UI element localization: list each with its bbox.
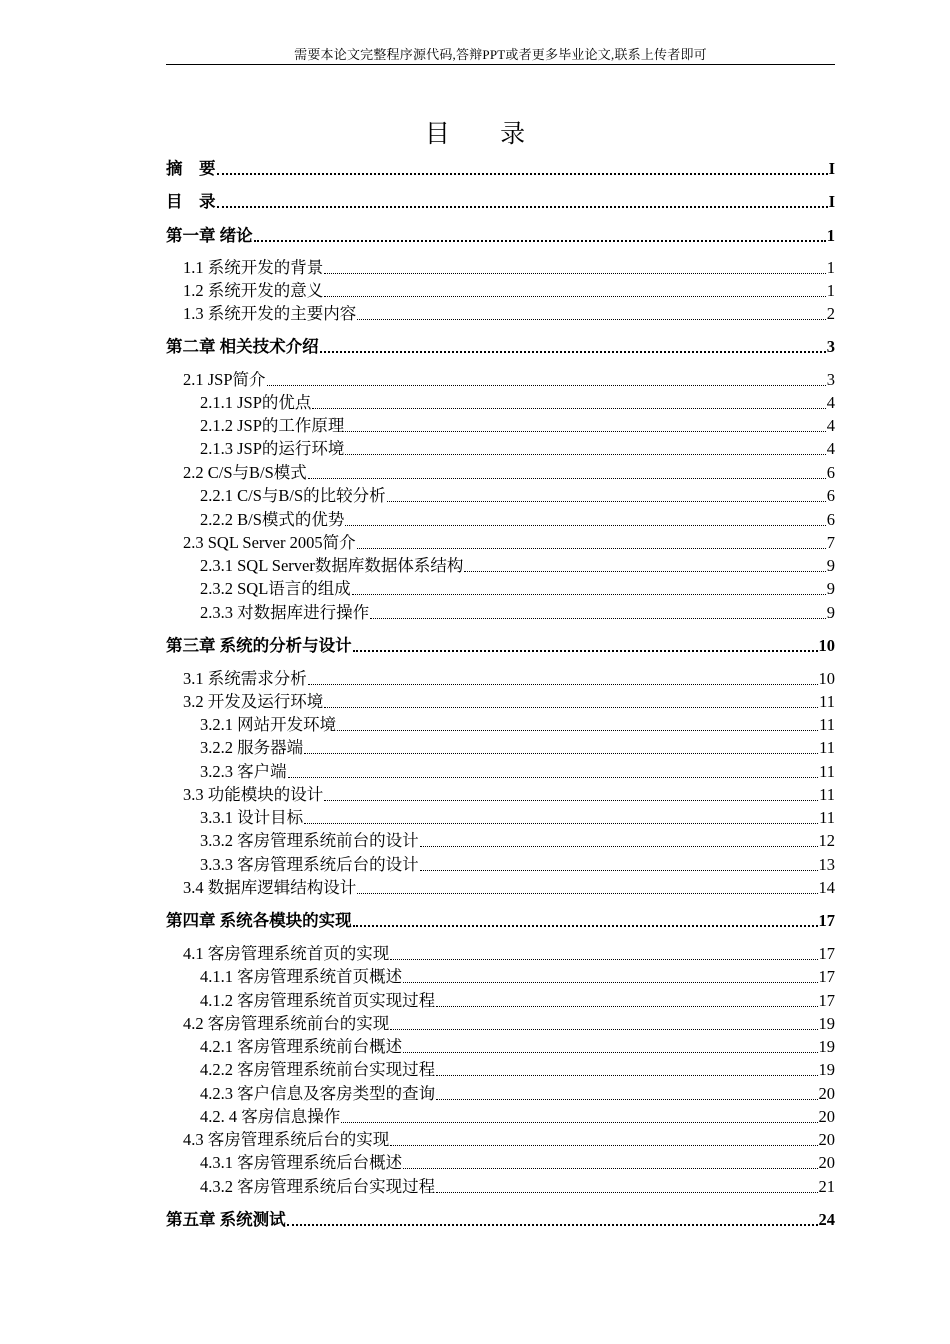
dot-leader xyxy=(304,823,818,824)
toc-entry[interactable] xyxy=(166,688,835,712)
toc-entry-label: 1.2 系统开发的意义 xyxy=(183,281,324,300)
toc-entry-label: 4.2.2 客房管理系统前台实现过程 xyxy=(200,1060,436,1079)
toc-entry-page-number: 9 xyxy=(826,556,835,575)
header-rule xyxy=(166,64,835,65)
toc-entry[interactable] xyxy=(166,781,835,805)
toc-entry[interactable] xyxy=(166,412,835,436)
toc-entry-page-number: 1 xyxy=(826,281,835,300)
dot-leader xyxy=(357,548,826,549)
dot-leader xyxy=(390,1145,817,1146)
toc-entry-page-number: 11 xyxy=(819,692,835,711)
toc-entry-label: 3.3.1 设计目标 xyxy=(200,808,304,827)
dot-leader xyxy=(324,800,818,801)
dot-leader xyxy=(337,730,818,731)
toc-entry-label: 2.3.1 SQL Server数据库数据体系结构 xyxy=(200,556,464,575)
toc-entry[interactable] xyxy=(166,874,835,898)
toc-entry-label: 第三章 系统的分析与设计 xyxy=(166,636,352,655)
toc-entry[interactable] xyxy=(166,300,835,324)
toc-entry-label: 2.2.2 B/S模式的优势 xyxy=(200,510,345,529)
toc-entry[interactable] xyxy=(166,506,835,530)
toc-entry-page-number: 11 xyxy=(819,808,835,827)
toc-entry-page-number: 4 xyxy=(826,393,835,412)
toc-entry[interactable] xyxy=(166,552,835,576)
toc-entry[interactable] xyxy=(166,1149,835,1173)
toc-entry[interactable] xyxy=(166,827,835,851)
toc-entry-label: 4.2.3 客户信息及客房类型的查询 xyxy=(200,1084,436,1103)
toc-entry[interactable] xyxy=(166,333,835,357)
toc-entry-page-number: 20 xyxy=(818,1107,835,1126)
toc-entry-label: 4.1.1 客房管理系统首页概述 xyxy=(200,967,403,986)
dot-leader xyxy=(353,650,818,652)
toc-entry-label: 4.2 客房管理系统前台的实现 xyxy=(183,1014,390,1033)
toc-entry-label: 2.1.1 JSP的优点 xyxy=(200,393,312,412)
toc-entry[interactable] xyxy=(166,529,835,553)
toc-entry-label: 第四章 系统各模块的实现 xyxy=(166,911,352,930)
dot-leader xyxy=(324,273,826,274)
toc-entry[interactable] xyxy=(166,389,835,413)
dot-leader xyxy=(436,1192,817,1193)
toc-entry-page-number: 6 xyxy=(826,463,835,482)
toc-entry-label: 3.3.2 客房管理系统前台的设计 xyxy=(200,831,419,850)
toc-entry-label: 第五章 系统测试 xyxy=(166,1210,286,1229)
dot-leader xyxy=(403,1168,817,1169)
toc-entry-label: 4.2.1 客房管理系统前台概述 xyxy=(200,1037,403,1056)
toc-entry-page-number: I xyxy=(828,159,835,178)
dot-leader xyxy=(436,1099,817,1100)
toc-entry-label: 3.2.1 网站开发环境 xyxy=(200,715,337,734)
toc-title: 目 录 xyxy=(424,121,548,148)
toc-entry[interactable] xyxy=(166,366,835,390)
dot-leader xyxy=(308,478,826,479)
toc-entry-label: 3.4 数据库逻辑结构设计 xyxy=(183,878,357,897)
toc-entry-label: 2.3 SQL Server 2005简介 xyxy=(183,533,356,552)
toc-entry-page-number: 10 xyxy=(818,636,835,655)
dot-leader xyxy=(288,777,818,778)
toc-entry[interactable] xyxy=(166,435,835,459)
dot-leader xyxy=(420,870,818,871)
dot-leader xyxy=(436,1075,817,1076)
toc-entry-page-number: 4 xyxy=(826,416,835,435)
dot-leader xyxy=(420,846,818,847)
toc-entry-page-number: 2 xyxy=(826,304,835,323)
toc-entry[interactable] xyxy=(166,155,835,179)
toc-entry-page-number: 21 xyxy=(818,1177,835,1196)
toc-entry-page-number: 4 xyxy=(826,439,835,458)
dot-leader xyxy=(341,1122,817,1123)
toc-entry-label: 4.1.2 客房管理系统首页实现过程 xyxy=(200,991,436,1010)
toc-entry-page-number: 3 xyxy=(826,370,835,389)
dot-leader xyxy=(390,1029,817,1030)
dot-leader xyxy=(345,525,825,526)
dot-leader xyxy=(436,1006,817,1007)
dot-leader xyxy=(287,1224,818,1226)
toc-entry[interactable] xyxy=(166,665,835,689)
toc-entry-page-number: 20 xyxy=(818,1153,835,1172)
dot-leader xyxy=(254,240,826,242)
dot-leader xyxy=(370,618,826,619)
toc-entry-label: 1.1 系统开发的背景 xyxy=(183,258,324,277)
toc-entry-label: 2.2 C/S与B/S模式 xyxy=(183,463,307,482)
dot-leader xyxy=(352,594,826,595)
toc-entry-page-number: 17 xyxy=(818,967,835,986)
toc-entry-label: 4.2. 4 客房信息操作 xyxy=(200,1107,341,1126)
toc-entry[interactable] xyxy=(166,222,835,246)
toc-entry-page-number: 6 xyxy=(826,510,835,529)
dot-leader xyxy=(217,206,828,208)
dot-leader xyxy=(353,925,818,927)
toc-entry[interactable] xyxy=(166,1206,835,1230)
toc-entry[interactable] xyxy=(166,987,835,1011)
toc-entry-label: 4.1 客房管理系统首页的实现 xyxy=(183,944,390,963)
toc-entry-label: 第二章 相关技术介绍 xyxy=(166,337,319,356)
toc-entry-page-number: 17 xyxy=(818,944,835,963)
toc-entry-label: 3.2.2 服务器端 xyxy=(200,738,304,757)
toc-entry-label: 摘 要 xyxy=(166,159,216,178)
toc-entry-page-number: 24 xyxy=(818,1210,835,1229)
toc-entry[interactable] xyxy=(166,1080,835,1104)
toc-entry-label: 4.3.1 客房管理系统后台概述 xyxy=(200,1153,403,1172)
toc-entry[interactable] xyxy=(166,1126,835,1150)
page-header: 需要本论文完整程序源代码,答辩PPT或者更多毕业论文,联系上传者即可 xyxy=(294,47,707,62)
toc-entry-page-number: 1 xyxy=(826,258,835,277)
toc-entry-label: 2.1.3 JSP的运行环境 xyxy=(200,439,345,458)
toc-entry-page-number: 10 xyxy=(818,669,835,688)
toc-entry[interactable] xyxy=(166,940,835,964)
toc-entry-page-number: I xyxy=(828,192,835,211)
toc-entry-page-number: 3 xyxy=(826,337,835,356)
dot-leader xyxy=(324,296,826,297)
dot-leader xyxy=(324,707,818,708)
toc-entry-label: 目 录 xyxy=(166,192,216,211)
toc-entry[interactable] xyxy=(166,734,835,758)
toc-entry-label: 3.3 功能模块的设计 xyxy=(183,785,324,804)
toc-entry[interactable] xyxy=(166,963,835,987)
toc-entry[interactable] xyxy=(166,1173,835,1197)
dot-leader xyxy=(217,173,828,175)
toc-entry[interactable] xyxy=(166,1033,835,1057)
toc-entry-page-number: 11 xyxy=(819,715,835,734)
toc-entry[interactable] xyxy=(166,188,835,212)
toc-entry-page-number: 1 xyxy=(826,226,835,245)
dot-leader xyxy=(403,982,817,983)
toc-entry[interactable] xyxy=(166,1103,835,1127)
toc-entry-page-number: 19 xyxy=(818,1037,835,1056)
dot-leader xyxy=(320,351,826,353)
dot-leader xyxy=(312,408,825,409)
toc-entry-page-number: 11 xyxy=(819,785,835,804)
toc-entry[interactable] xyxy=(166,632,835,656)
toc-entry[interactable] xyxy=(166,1056,835,1080)
dot-leader xyxy=(357,893,817,894)
toc-entry[interactable] xyxy=(166,575,835,599)
toc-entry-label: 2.3.2 SQL语言的组成 xyxy=(200,579,351,598)
toc-entry[interactable] xyxy=(166,711,835,735)
toc-entry-page-number: 13 xyxy=(818,855,835,874)
toc-entry-page-number: 11 xyxy=(819,762,835,781)
toc-entry-label: 2.1 JSP简介 xyxy=(183,370,266,389)
dot-leader xyxy=(464,571,825,572)
toc-entry[interactable] xyxy=(166,907,835,931)
toc-entry-label: 第一章 绪论 xyxy=(166,226,253,245)
toc-entry-page-number: 6 xyxy=(826,486,835,505)
toc-entry-label: 4.3 客房管理系统后台的实现 xyxy=(183,1130,390,1149)
dot-leader xyxy=(345,454,825,455)
toc-entry-label: 1.3 系统开发的主要内容 xyxy=(183,304,357,323)
toc-entry[interactable] xyxy=(166,851,835,875)
toc-entry[interactable] xyxy=(166,804,835,828)
toc-entry-page-number: 9 xyxy=(826,579,835,598)
toc-entry-label: 3.1 系统需求分析 xyxy=(183,669,307,688)
toc-entry-page-number: 17 xyxy=(818,991,835,1010)
toc-entry[interactable] xyxy=(166,1010,835,1034)
toc-entry-page-number: 11 xyxy=(819,738,835,757)
toc-entry-page-number: 19 xyxy=(818,1060,835,1079)
toc-entry[interactable] xyxy=(166,482,835,506)
toc-entry[interactable] xyxy=(166,459,835,483)
dot-leader xyxy=(345,431,825,432)
dot-leader xyxy=(308,684,818,685)
toc-entry-label: 2.2.1 C/S与B/S的比较分析 xyxy=(200,486,386,505)
toc-entry-label: 3.2.3 客户端 xyxy=(200,762,287,781)
toc-entry[interactable] xyxy=(166,758,835,782)
toc-entry-page-number: 12 xyxy=(818,831,835,850)
toc-entry-page-number: 14 xyxy=(818,878,835,897)
toc-entry[interactable] xyxy=(166,599,835,623)
toc-entry-label: 2.1.2 JSP的工作原理 xyxy=(200,416,345,435)
dot-leader xyxy=(304,753,818,754)
toc-entry[interactable] xyxy=(166,277,835,301)
toc-entry[interactable] xyxy=(166,254,835,278)
dot-leader xyxy=(403,1052,817,1053)
toc-entry-label: 4.3.2 客房管理系统后台实现过程 xyxy=(200,1177,436,1196)
toc-entry-page-number: 7 xyxy=(826,533,835,552)
dot-leader xyxy=(387,501,826,502)
dot-leader xyxy=(357,319,826,320)
toc-entry-page-number: 9 xyxy=(826,603,835,622)
dot-leader xyxy=(390,959,817,960)
toc-entry-page-number: 17 xyxy=(818,911,835,930)
toc-entry-page-number: 20 xyxy=(818,1130,835,1149)
toc-entry-label: 2.3.3 对数据库进行操作 xyxy=(200,603,370,622)
toc-entry-label: 3.3.3 客房管理系统后台的设计 xyxy=(200,855,419,874)
toc-entry-label: 3.2 开发及运行环境 xyxy=(183,692,324,711)
toc-entry-page-number: 19 xyxy=(818,1014,835,1033)
dot-leader xyxy=(267,385,826,386)
toc-entry-page-number: 20 xyxy=(818,1084,835,1103)
